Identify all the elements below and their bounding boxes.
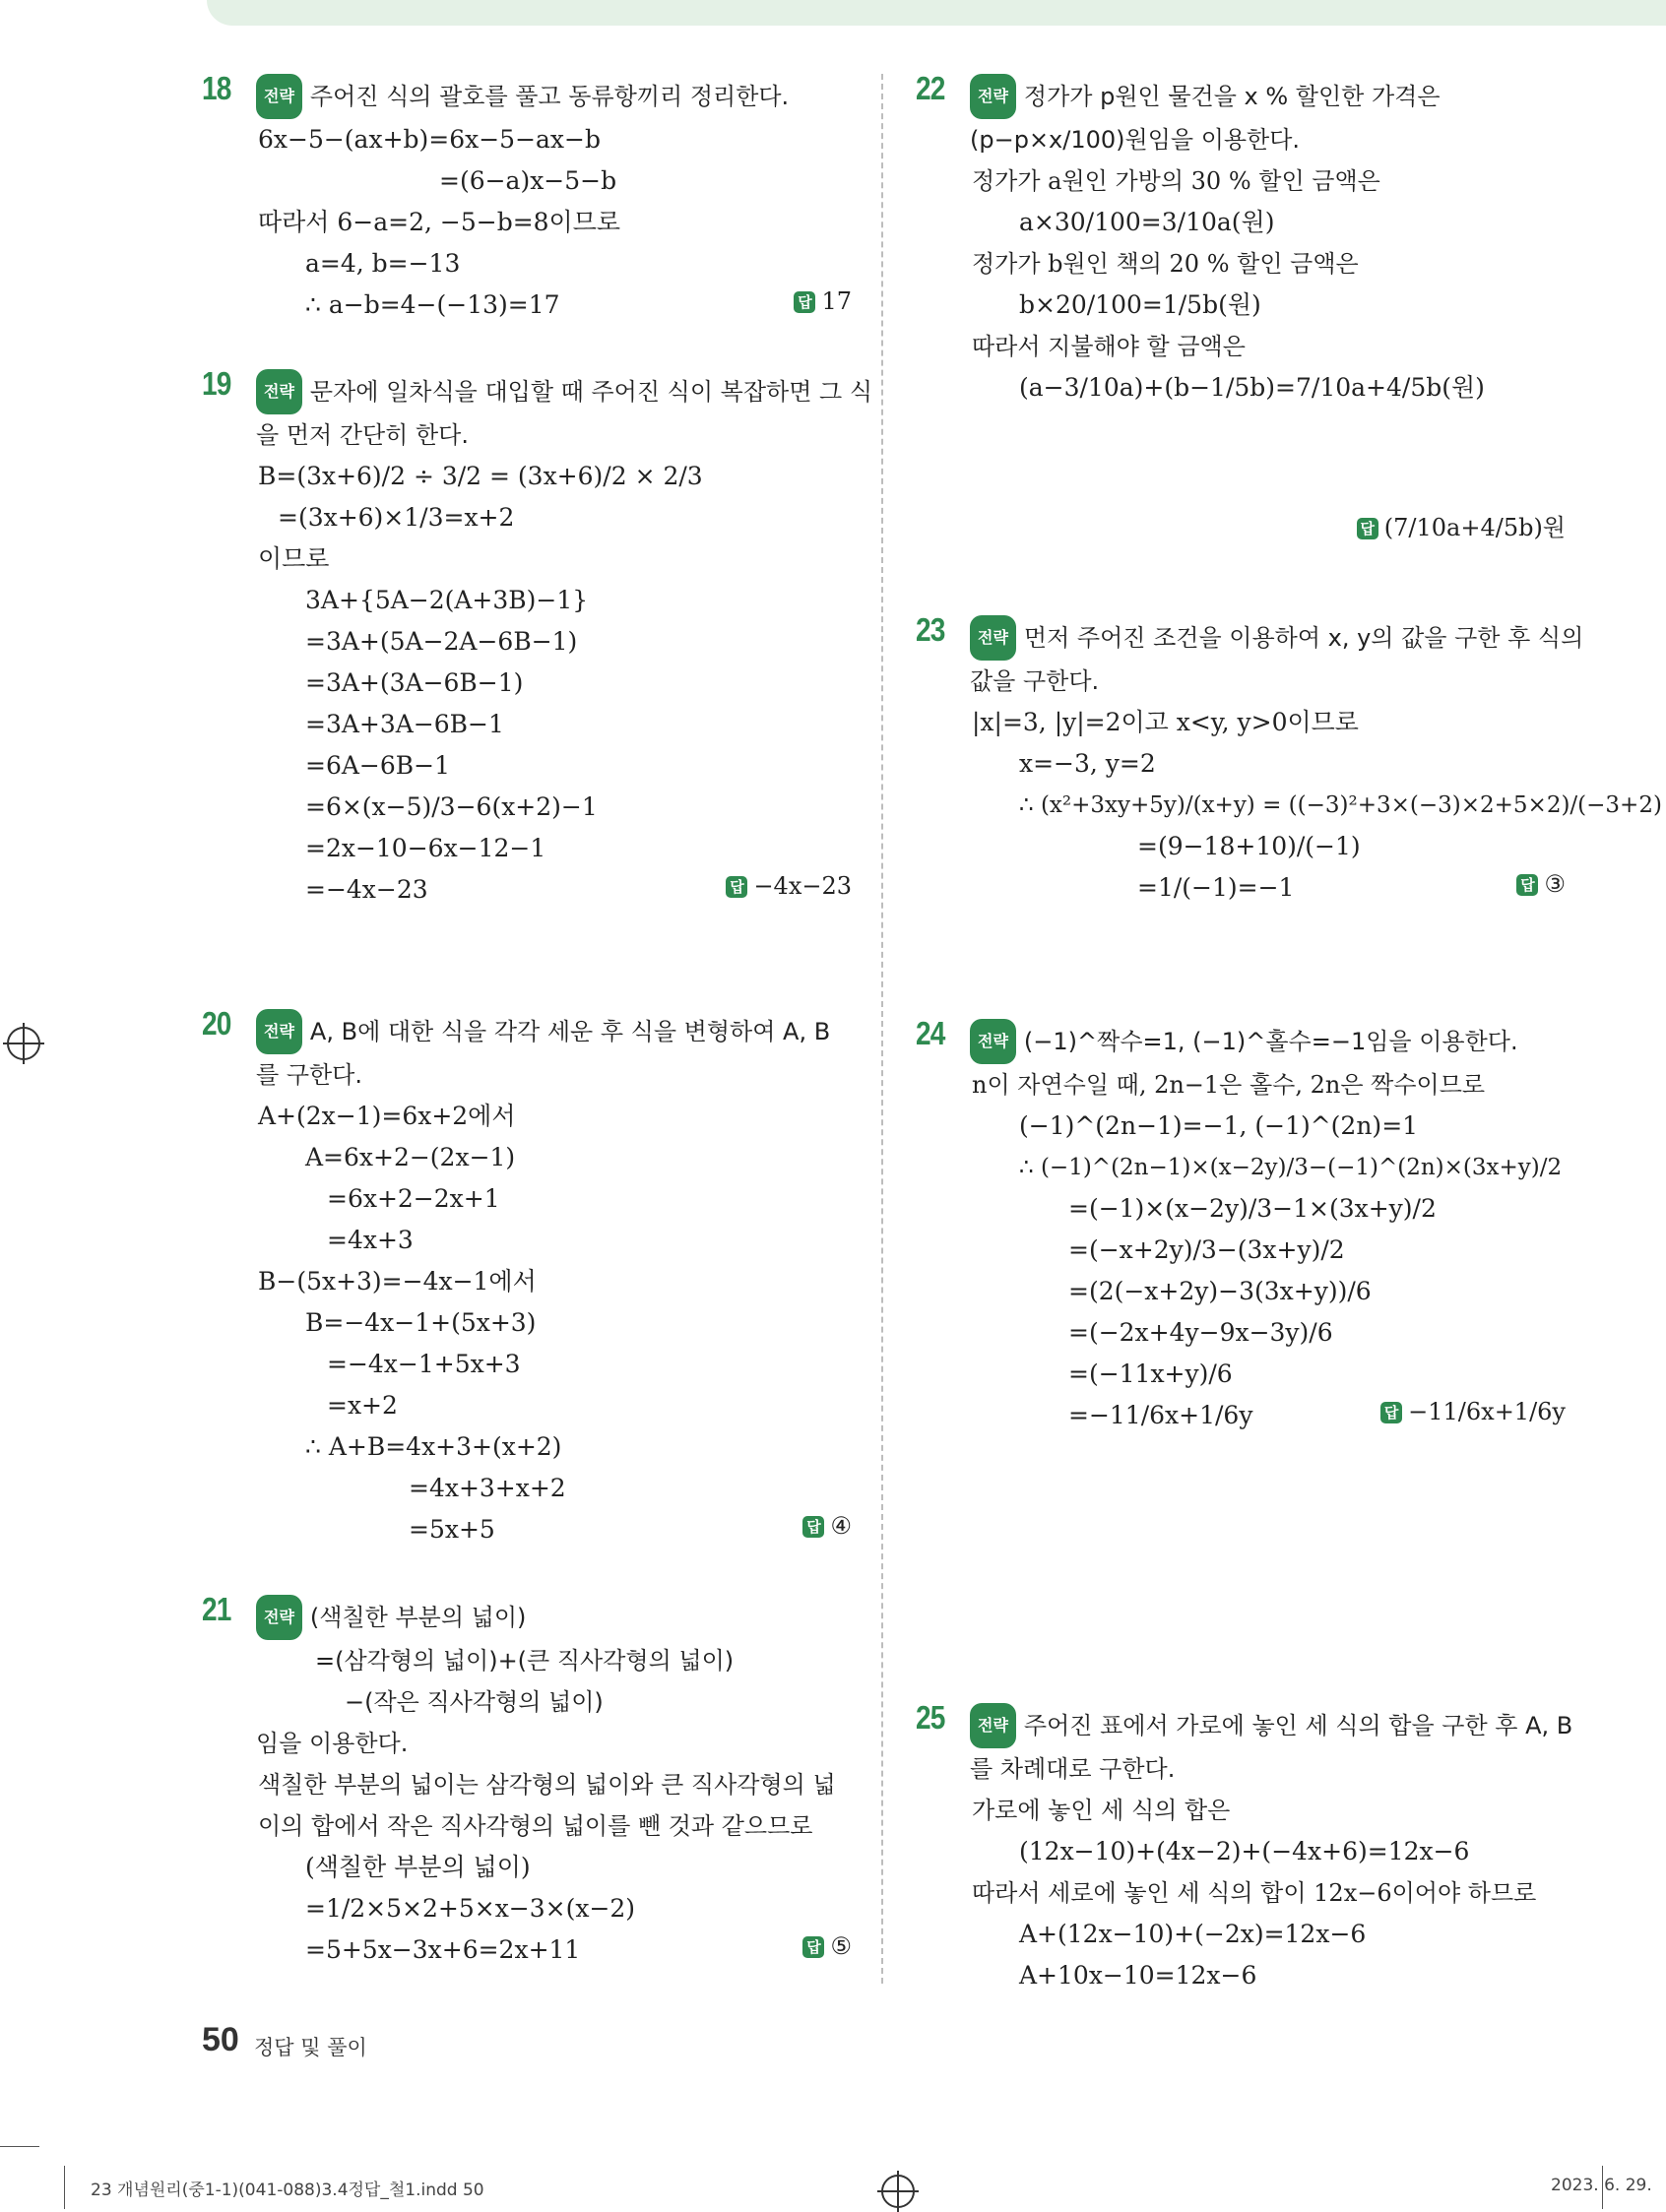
solution-line: =−11/6x+1/6y	[1068, 1401, 1253, 1429]
solution-line: B−(5x+3)=−4x−1에서	[258, 1267, 537, 1296]
strategy-badge: 전략	[256, 74, 302, 119]
solution-line: 정가가 a원인 가방의 30 % 할인 금액은	[972, 167, 1380, 195]
solution-line: B=(3x+6)/2 ÷ 3/2 = (3x+6)/2 × 2/3	[258, 462, 703, 490]
answer: 답 17	[794, 281, 852, 322]
problem-21	[202, 1591, 852, 1971]
solution-line: =(−11x+y)/6	[1068, 1359, 1233, 1388]
strategy-text: (p−p×x/100)원임을 이용한다.	[970, 126, 1301, 154]
solution-line: =5x+5	[409, 1515, 495, 1544]
strategy-badge: 전략	[256, 1009, 302, 1054]
answer-badge: 답	[802, 1936, 824, 1958]
problem-number: 20	[202, 1005, 231, 1042]
strategy-text: 정가가 p원인 물건을 x % 할인한 가격은	[1023, 83, 1441, 110]
answer: 답 ④	[802, 1505, 852, 1547]
problem-number: 23	[916, 611, 945, 648]
solution-line: 따라서 지불해야 할 금액은	[972, 333, 1246, 360]
answer: 답 ⑤	[802, 1926, 852, 1967]
solution-line: (12x−10)+(4x−2)+(−4x+6)=12x−6	[1019, 1837, 1470, 1865]
answer: 답 −11/6x+1/6y	[1380, 1391, 1566, 1432]
problem-23	[916, 611, 1662, 909]
solution-line: 3A+{5A−2(A+3B)−1}	[305, 586, 589, 614]
solution-line: =(−1)×(x−2y)/3−1×(3x+y)/2	[1068, 1194, 1437, 1223]
solution-line: (a−3/10a)+(b−1/5b)=7/10a+4/5b(원)	[1019, 373, 1485, 402]
solution-line: =2x−10−6x−12−1	[305, 834, 546, 862]
problem-19	[202, 365, 872, 911]
strategy-text: 먼저 주어진 조건을 이용하여 x, y의 값을 구한 후 식의	[1023, 624, 1584, 652]
page-number: 50	[202, 2021, 239, 2058]
solution-line: ∴ a−b=4−(−13)=17	[305, 290, 560, 319]
problem-number: 21	[202, 1591, 231, 1627]
solution-line: ∴ A+B=4x+3+(x+2)	[305, 1432, 562, 1461]
strategy-text: (−1)^짝수=1, (−1)^홀수=−1임을 이용한다.	[1023, 1028, 1518, 1055]
solution-line: =(6−a)x−5−b	[439, 166, 617, 195]
solution-line: b×20/100=1/5b(원)	[1019, 290, 1261, 319]
solution-line: 따라서 6−a=2, −5−b=8이므로	[258, 208, 621, 236]
strategy-text: 를 차례대로 구한다.	[970, 1755, 1176, 1783]
solution-line: 이므로	[258, 544, 330, 573]
answer: 답 −4x−23	[726, 865, 852, 907]
answer-badge: 답	[794, 291, 815, 313]
file-slug: 23 개념원리(중1-1)(041-088)3.4정답_철1.indd 50	[91, 2180, 484, 2200]
solution-line: =−4x−23	[305, 875, 428, 904]
strategy-text: =(삼각형의 넓이)+(큰 직사각형의 넓이)	[315, 1647, 735, 1675]
solution-line: =6A−6B−1	[305, 751, 450, 780]
strategy-text: −(작은 직사각형의 넓이)	[345, 1688, 604, 1716]
solution-line: =3A+(5A−2A−6B−1)	[305, 627, 578, 656]
solution-line: =(2(−x+2y)−3(3x+y))/6	[1068, 1277, 1372, 1305]
solution-line: a×30/100=3/10a(원)	[1019, 208, 1275, 236]
solution-line: |x|=3, |y|=2이고 x<y, y>0이므로	[972, 708, 1359, 736]
registration-mark-icon	[881, 2175, 915, 2208]
solution-line: =5+5x−3x+6=2x+11	[305, 1935, 581, 1964]
solution-line: n이 자연수일 때, 2n−1은 홀수, 2n은 짝수이므로	[972, 1071, 1486, 1099]
problem-18	[202, 70, 852, 326]
answer: 답 (7/10a+4/5b)원	[1357, 507, 1566, 548]
strategy-badge: 전략	[970, 1019, 1016, 1064]
solution-line: B=−4x−1+(5x+3)	[305, 1308, 537, 1337]
answer-badge: 답	[1380, 1402, 1402, 1423]
problem-number: 25	[916, 1699, 945, 1736]
top-color-band	[207, 0, 1666, 26]
strategy-badge: 전략	[970, 1703, 1016, 1748]
solution-line: A+(2x−1)=6x+2에서	[258, 1102, 516, 1130]
solution-line: =4x+3+x+2	[409, 1474, 566, 1502]
problem-number: 18	[202, 70, 231, 106]
strategy-text: 임을 이용한다.	[256, 1730, 409, 1757]
solution-line: x=−3, y=2	[1019, 749, 1156, 778]
solution-line: =−4x−1+5x+3	[327, 1350, 521, 1378]
page-label: 정답 및 풀이	[254, 2036, 367, 2059]
strategy-text: 값을 구한다.	[970, 667, 1100, 695]
solution-line: 색칠한 부분의 넓이는 삼각형의 넓이와 큰 직사각형의 넓	[258, 1771, 836, 1799]
solution-line: 6x−5−(ax+b)=6x−5−ax−b	[258, 125, 601, 154]
solution-line: =(−x+2y)/3−(3x+y)/2	[1068, 1235, 1345, 1264]
solution-line: =x+2	[327, 1391, 398, 1420]
problem-24	[916, 1015, 1566, 1436]
print-date: 2023. 6. 29.	[1551, 2176, 1652, 2195]
strategy-badge: 전략	[256, 369, 302, 414]
answer: 답 ③	[1516, 863, 1566, 905]
problem-25	[916, 1699, 1573, 1996]
strategy-text: 를 구한다.	[256, 1061, 362, 1089]
solution-line: =(3x+6)×1/3=x+2	[278, 503, 515, 532]
problem-number: 24	[916, 1015, 945, 1051]
answer-badge: 답	[1516, 874, 1538, 896]
solution-line: A+(12x−10)+(−2x)=12x−6	[1019, 1920, 1367, 1948]
strategy-badge: 전략	[970, 615, 1016, 661]
solution-line: =4x+3	[327, 1226, 414, 1254]
strategy-badge: 전략	[970, 74, 1016, 119]
solution-line: =6x+2−2x+1	[327, 1184, 500, 1213]
solution-line: 이의 합에서 작은 직사각형의 넓이를 뺀 것과 같으므로	[258, 1812, 813, 1840]
strategy-badge: 전략	[256, 1595, 302, 1640]
problem-22	[916, 70, 1566, 541]
strategy-text: 문자에 일차식을 대입할 때 주어진 식이 복잡하면 그 식	[309, 378, 872, 406]
strategy-text: 을 먼저 간단히 한다.	[256, 421, 469, 449]
solution-line: A+10x−10=12x−6	[1019, 1961, 1257, 1990]
solution-line: 가로에 놓인 세 식의 합은	[972, 1797, 1231, 1824]
solution-line: (색칠한 부분의 넓이)	[305, 1853, 531, 1881]
registration-mark-icon	[7, 1027, 40, 1060]
solution-line: 따라서 세로에 놓인 세 식의 합이 12x−6이어야 하므로	[972, 1879, 1537, 1907]
solution-line: ∴ (x²+3xy+5y)/(x+y) = ((−3)²+3×(−3)×2+5×2)/(−3+2)	[1019, 792, 1662, 818]
solution-line: (−1)^(2n−1)=−1, (−1)^(2n)=1	[1019, 1111, 1419, 1140]
solution-line: =6×(x−5)/3−6(x+2)−1	[305, 792, 598, 821]
crop-mark	[64, 2166, 65, 2209]
solution-line: =3A+3A−6B−1	[305, 710, 504, 738]
solution-line: a=4, b=−13	[305, 249, 461, 278]
solution-line: =3A+(3A−6B−1)	[305, 668, 524, 697]
solution-line: =1/2×5×2+5×x−3×(x−2)	[305, 1894, 636, 1923]
solution-line: A=6x+2−(2x−1)	[305, 1143, 516, 1171]
solution-line: =1/(−1)=−1	[1137, 873, 1295, 902]
answer-badge: 답	[802, 1516, 824, 1538]
answer-badge: 답	[1357, 518, 1378, 539]
column-divider	[881, 74, 883, 1984]
solution-line: =(−2x+4y−9x−3y)/6	[1068, 1318, 1333, 1347]
answer-badge: 답	[726, 876, 747, 898]
solution-line: 정가가 b원인 책의 20 % 할인 금액은	[972, 250, 1359, 278]
problem-number: 22	[916, 70, 945, 106]
problem-number: 19	[202, 365, 231, 402]
strategy-text: (색칠한 부분의 넓이)	[309, 1604, 527, 1631]
strategy-text: A, B에 대한 식을 각각 세운 후 식을 변형하여 A, B	[309, 1018, 831, 1045]
problem-20	[202, 1005, 852, 1550]
solution-line: ∴ (−1)^(2n−1)×(x−2y)/3−(−1)^(2n)×(3x+y)/2	[1019, 1155, 1563, 1180]
solution-line: =(9−18+10)/(−1)	[1137, 832, 1361, 860]
strategy-text: 주어진 식의 괄호를 풀고 동류항끼리 정리한다.	[309, 83, 790, 110]
crop-mark	[0, 2146, 39, 2147]
strategy-text: 주어진 표에서 가로에 놓인 세 식의 합을 구한 후 A, B	[1023, 1712, 1573, 1739]
